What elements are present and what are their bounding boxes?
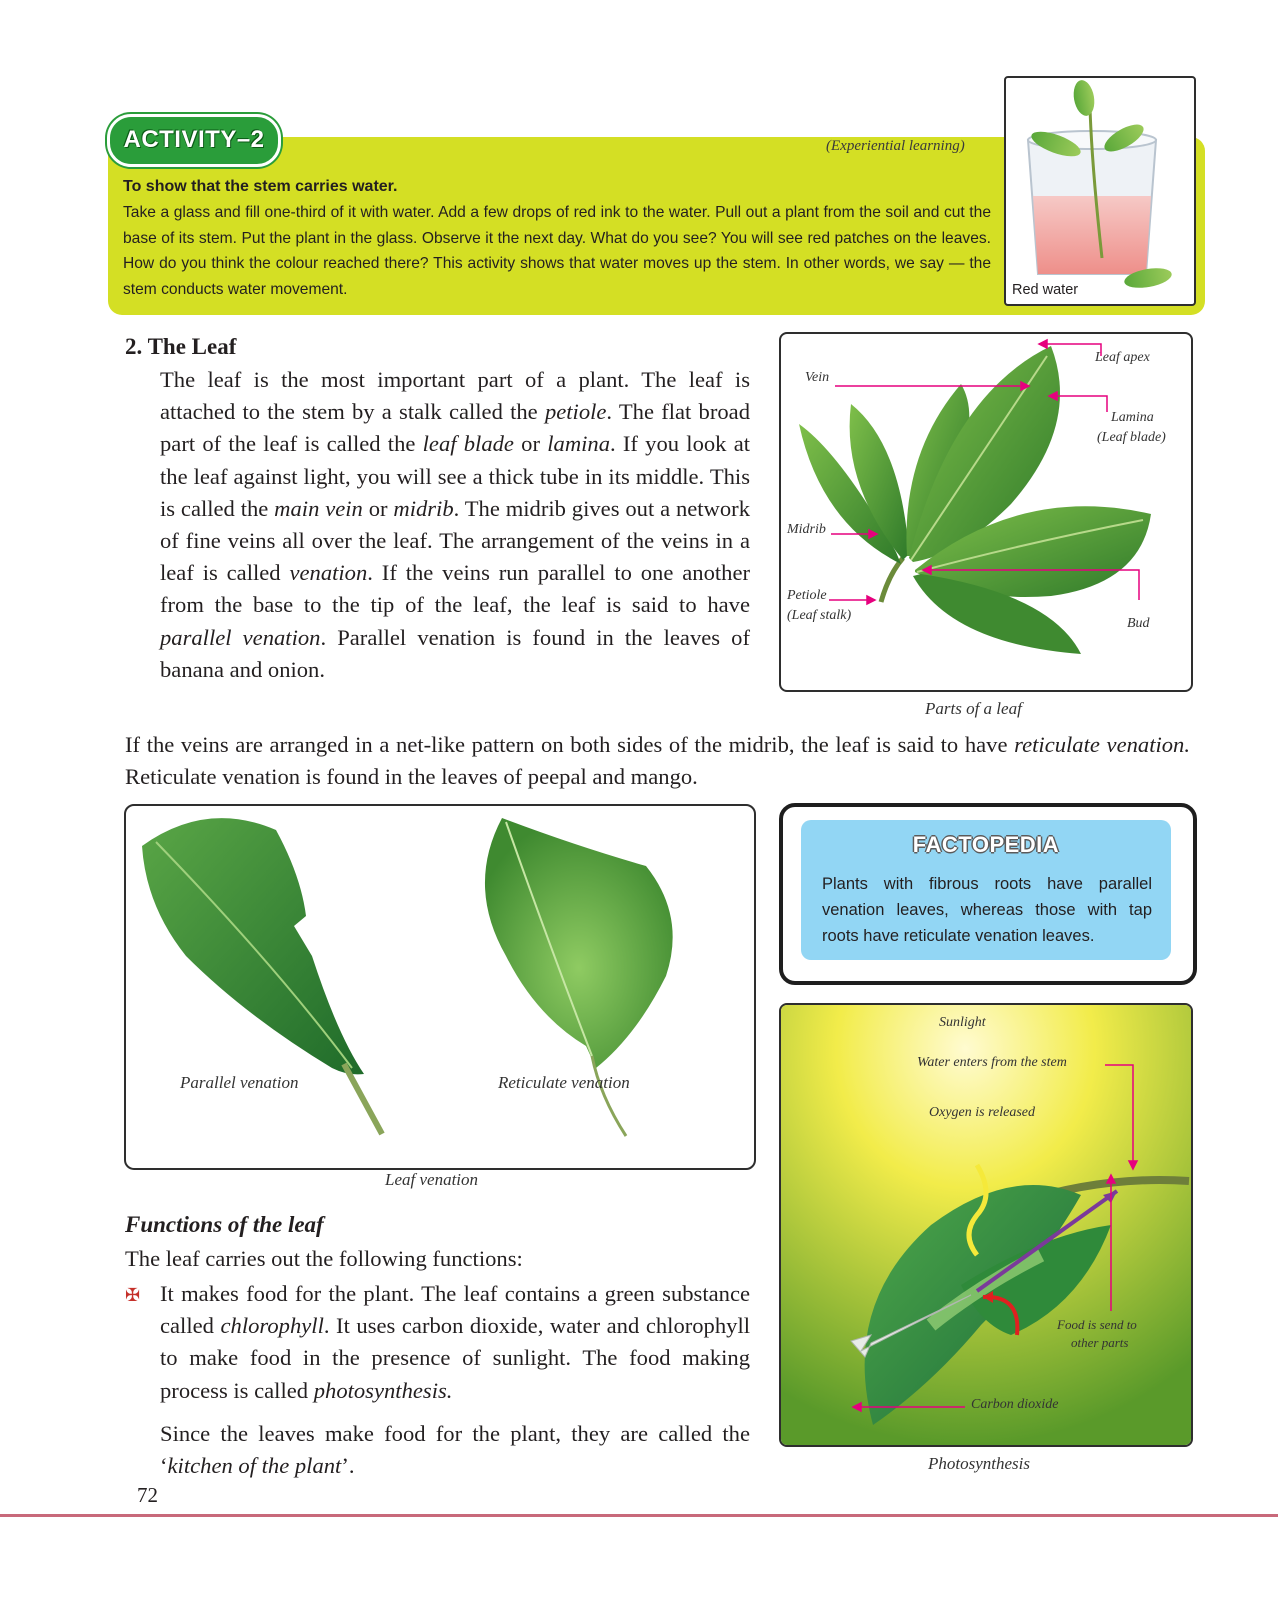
functions-heading: Functions of the leaf bbox=[125, 1212, 324, 1237]
functions-intro: The leaf carries out the following functions: bbox=[125, 1246, 523, 1271]
glass-illustration bbox=[1006, 78, 1194, 304]
factopedia-title: FACTOPEDIA bbox=[912, 832, 1060, 857]
venation-caption: Leaf venation bbox=[385, 1170, 479, 1189]
bottom-rule bbox=[0, 1514, 1278, 1517]
function-bullet: It makes food for the plant. The leaf contains a green substance called chlorophyll. It uses carbon dioxide, water and chlorophyll to make food in the presence of sunlight. The food making process is called photosynthesis. bbox=[160, 1281, 751, 1403]
glass-photo bbox=[1004, 76, 1196, 306]
parallel-venation-label: Parallel venation bbox=[180, 1073, 299, 1092]
activity-heading: To show that the stem carries water. bbox=[123, 178, 398, 195]
label-water-enters: Water enters from the stem bbox=[917, 1055, 1067, 1070]
reticulate-venation-label: Reticulate venation bbox=[498, 1073, 630, 1092]
label-food-line1: Food is send to bbox=[1057, 1317, 1137, 1332]
photosynthesis-caption: Photosynthesis bbox=[928, 1454, 1030, 1473]
leaf-parts-figure bbox=[779, 332, 1193, 692]
maltese-cross-icon: ✠ bbox=[125, 1285, 141, 1305]
venation-figure bbox=[124, 804, 756, 1170]
label-bud: Bud bbox=[1127, 616, 1150, 631]
label-sunlight: Sunlight bbox=[939, 1015, 986, 1030]
leaf-parts-caption: Parts of a leaf bbox=[925, 699, 1022, 718]
venation-illustration bbox=[126, 806, 754, 1168]
reticulate-paragraph: If the veins are arranged in a net-like pattern on both sides of the midrib, the leaf is said to have reticulate venation. Reticulate venation is found in the leaves of peepal and mango. bbox=[125, 732, 1190, 790]
leaf-paragraph: The leaf is the most important part of a plant. The leaf is attached to the stem by a stalk called the petiole. The flat broad part of the leaf is called the leaf blade or lamina. If you look at the leaf against light, you will see a thick tube in its middle. This is called the main vein or midrib. The midrib gives out a network of fine veins all over the leaf. The arrangement of the veins in a leaf is called venation. If the veins run parallel to one another from the base to the tip of the leaf, the leaf is said to have parallel venation. Parallel venation is found in the leaves of banana and onion. bbox=[160, 367, 751, 682]
label-vein: Vein bbox=[805, 370, 830, 385]
label-food-line2: other parts bbox=[1071, 1335, 1129, 1350]
leaf-parts-arrows bbox=[781, 334, 1191, 690]
activity-badge bbox=[107, 114, 281, 167]
activity-badge-label: ACTIVITY–2 bbox=[123, 126, 265, 153]
label-leaf-blade: (Leaf blade) bbox=[1097, 430, 1166, 445]
label-carbon-dioxide: Carbon dioxide bbox=[971, 1397, 1059, 1412]
photosynthesis-figure bbox=[779, 1003, 1193, 1447]
activity-text: Take a glass and fill one-third of it with water. Add a few drops of red ink to the water. Pull out a plant from the soil and cut the base of its stem. Put the plant in the glass. Observe it the next day. What do you see? You will see red patches on the leaves. How do you think the colour reached there? This activity shows that water moves up the stem. In other words, we say — the stem conducts water movement. bbox=[123, 204, 991, 298]
factopedia-text: Plants with fibrous roots have parallel venation leaves, whereas those with tap roots have reticulate venation leaves. bbox=[822, 875, 1152, 945]
kitchen-paragraph: Since the leaves make food for the plant, they are called the ‘kitchen of the plant’. bbox=[160, 1421, 750, 1479]
label-oxygen: Oxygen is released bbox=[929, 1105, 1035, 1120]
label-leaf-stalk: (Leaf stalk) bbox=[787, 608, 852, 623]
label-petiole: Petiole bbox=[787, 588, 827, 603]
label-midrib: Midrib bbox=[787, 522, 826, 537]
label-lamina: Lamina bbox=[1111, 410, 1154, 425]
page-number: 72 bbox=[137, 1483, 158, 1507]
activity-note: (Experiential learning) bbox=[826, 138, 965, 154]
leaf-section-heading: 2. The Leaf bbox=[125, 334, 237, 359]
glass-caption: Red water bbox=[1012, 282, 1079, 298]
label-leaf-apex: Leaf apex bbox=[1095, 350, 1150, 365]
photosynthesis-illustration bbox=[781, 1005, 1191, 1445]
